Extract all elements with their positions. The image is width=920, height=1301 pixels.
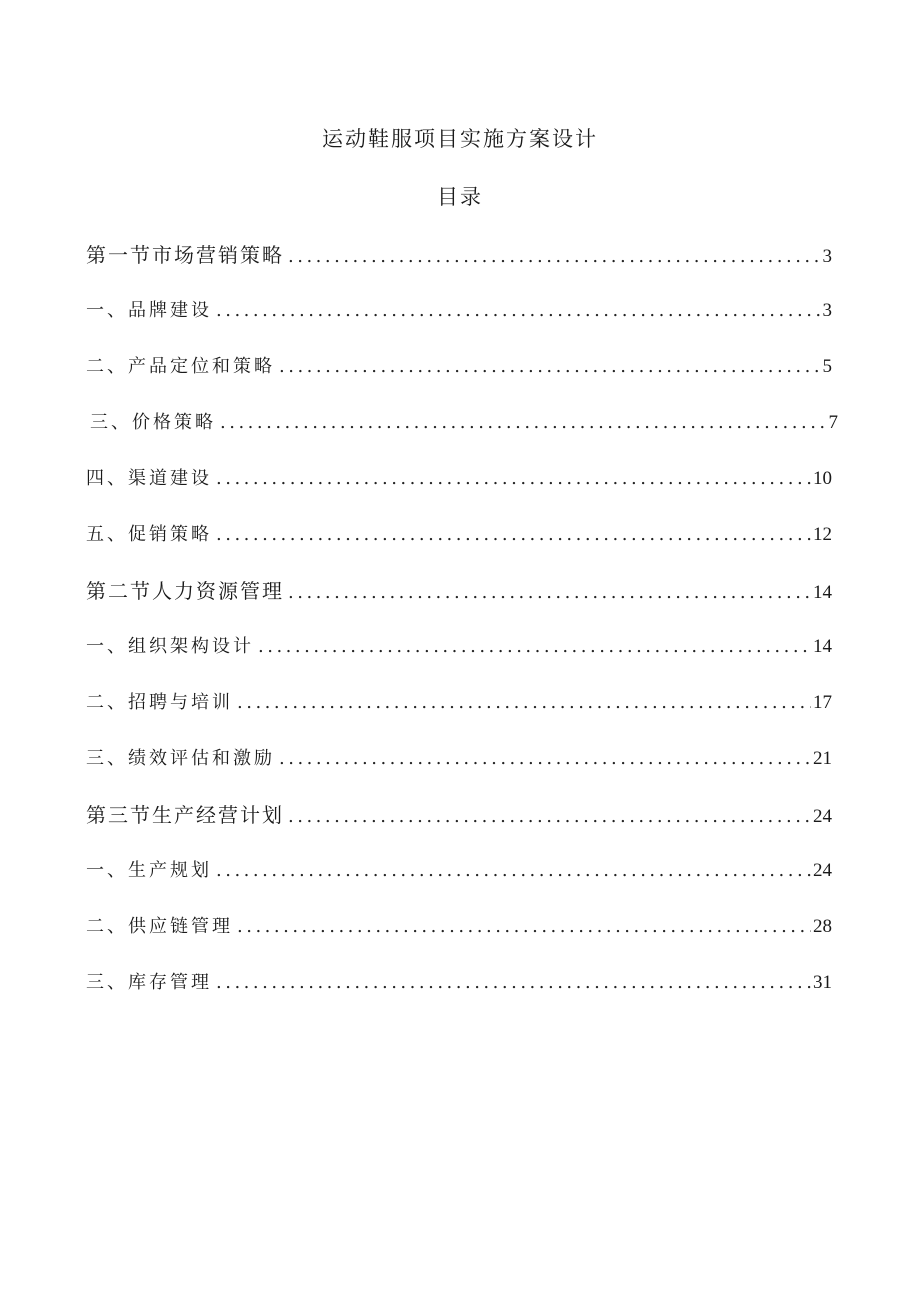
- toc-page-number: 14: [813, 636, 832, 657]
- toc-entry-text: 第二节人力资源管理: [86, 579, 284, 603]
- toc-page-number: 17: [813, 692, 832, 713]
- toc-entry-chapter[interactable]: [86, 798, 832, 854]
- toc-entry-section[interactable]: [86, 966, 832, 1022]
- toc-dot-leader: [258, 630, 811, 664]
- toc-dot-leader: [288, 240, 821, 274]
- toc-dot-leader: [288, 576, 811, 610]
- toc-dot-leader: [216, 966, 811, 1000]
- toc-entry-section[interactable]: [86, 462, 832, 518]
- toc-entry-section[interactable]: [86, 630, 832, 686]
- toc-entry-text: 二、供应链管理: [86, 916, 233, 937]
- toc-page-number: 14: [813, 582, 832, 603]
- toc-entry-text: 五、促销策略: [86, 524, 212, 545]
- toc-page-number: 12: [813, 524, 832, 545]
- toc-entry-section[interactable]: [86, 686, 832, 742]
- toc-page-number: 28: [813, 916, 832, 937]
- toc-dot-leader: [237, 686, 811, 720]
- toc-heading: 目录: [437, 185, 483, 209]
- toc-entry-section[interactable]: [86, 910, 832, 966]
- toc-page-number: 3: [822, 300, 832, 321]
- toc-entry-section[interactable]: [86, 742, 832, 798]
- toc-entry-text: 四、渠道建设: [86, 468, 212, 489]
- toc-entry-text: 二、招聘与培训: [86, 692, 233, 713]
- toc-entry-section[interactable]: [86, 350, 832, 406]
- toc-entry-text: 一、组织架构设计: [86, 636, 254, 657]
- toc-entry-chapter[interactable]: [86, 238, 832, 294]
- toc-dot-leader: [279, 350, 821, 384]
- toc-entry-section[interactable]: [86, 854, 832, 910]
- toc-page-number: 31: [813, 972, 832, 993]
- toc-entry-text: 第一节市场营销策略: [86, 243, 284, 267]
- toc-dot-leader: [288, 800, 811, 834]
- toc-dot-leader: [216, 854, 811, 888]
- toc-page-number: 5: [822, 356, 832, 377]
- toc-entry-text: 一、生产规划: [86, 860, 212, 881]
- toc-page-number: 7: [828, 412, 838, 433]
- table-of-contents: [86, 238, 838, 1022]
- toc-entry-text: 二、产品定位和策略: [86, 356, 275, 377]
- toc-page-number: 21: [813, 748, 832, 769]
- toc-entry-section[interactable]: [86, 406, 838, 462]
- toc-entry-section[interactable]: [86, 518, 832, 574]
- toc-entry-text: 三、库存管理: [86, 972, 212, 993]
- toc-entry-text: 三、绩效评估和激励: [86, 748, 275, 769]
- toc-dot-leader: [216, 518, 811, 552]
- document-title: 运动鞋服项目实施方案设计: [322, 127, 598, 151]
- toc-page-number: 24: [813, 860, 832, 881]
- toc-entry-chapter[interactable]: [86, 574, 832, 630]
- toc-page-number: 24: [813, 806, 832, 827]
- toc-entry-text: 第三节生产经营计划: [86, 803, 284, 827]
- toc-dot-leader: [216, 462, 811, 496]
- toc-page-number: 10: [813, 468, 832, 489]
- toc-entry-text: 一、品牌建设: [86, 300, 212, 321]
- toc-entry-section[interactable]: [86, 294, 832, 350]
- toc-page-number: 3: [822, 246, 832, 267]
- toc-dot-leader: [220, 406, 827, 440]
- toc-entry-text: 三、价格策略: [90, 412, 216, 433]
- toc-dot-leader: [216, 294, 821, 328]
- toc-dot-leader: [279, 742, 811, 776]
- toc-dot-leader: [237, 910, 811, 944]
